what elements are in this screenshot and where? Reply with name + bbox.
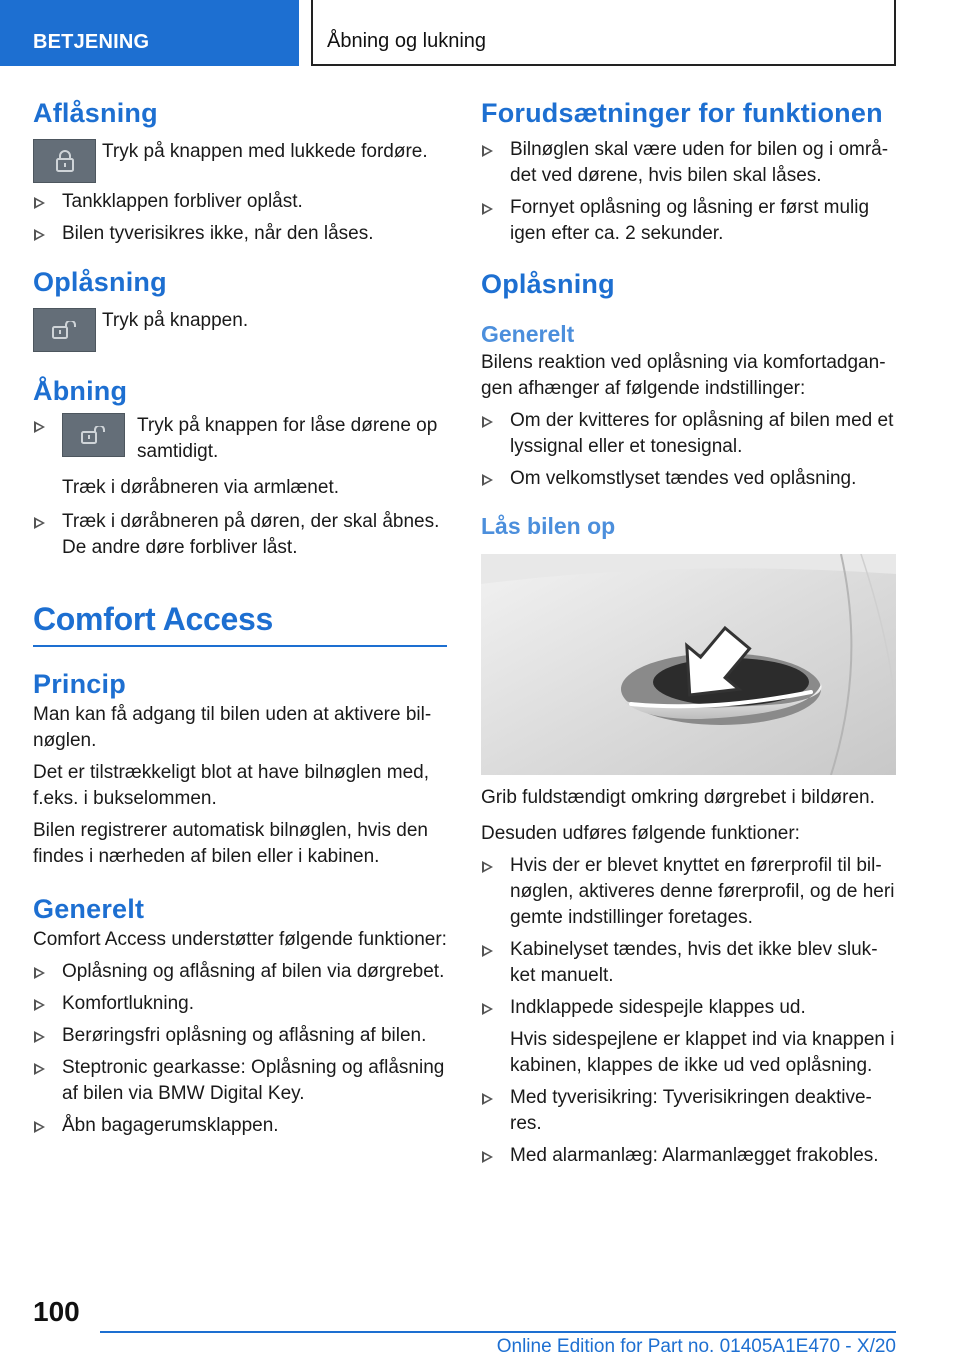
triangle-bullet-icon <box>482 203 493 215</box>
list-item: Berøringsfri oplåsning og aflåsning af bilen. <box>33 1023 447 1049</box>
photo-caption: Grib fuldstændigt omkring dørgrebet i bildøren. <box>481 786 875 808</box>
triangle-bullet-icon <box>482 861 493 873</box>
sidespejle-note: Hvis sidespejlene er klappet ind via knappen i kabinen, klappes de ikke ud ved oplåsning. <box>510 1028 895 1076</box>
unlock-key-text: Tryk på knappen. <box>102 310 249 332</box>
list-item: Om der kvitteres for oplåsning af bilen med et lyssignal eller et tonesignal. <box>481 408 896 460</box>
aabning-key-text: Tryk på knappen for låse dørene op samtidigt. <box>137 415 438 463</box>
list-item: Indklappede sidespejle klappes ud. Hvis sidespejlene er klappet ind via knappen i kabinen, klappes de ikke ud ved oplåsning. <box>481 995 896 1079</box>
triangle-bullet-icon <box>482 1151 493 1163</box>
heading-generelt: Generelt <box>33 894 145 925</box>
laas-op-intro: Desuden udføres følgende funktioner: <box>481 822 800 844</box>
triangle-bullet-icon <box>482 1093 493 1105</box>
list-item: Kabinelyset tændes, hvis det ikke blev slukket manuelt. <box>481 937 896 989</box>
princip-para-3: Bilen registrerer automatisk bilnøglen, hvis den findes i nærheden af bilen eller i kabinen. <box>33 820 428 868</box>
list-item: Fornyet oplåsning og låsning er først mulig igen efter ca. 2 sekunder. <box>481 195 896 247</box>
generelt-list <box>33 959 447 1139</box>
list-item: Tankklappen forbliver oplåst. <box>33 189 447 215</box>
section-title: Åbning og lukning <box>311 0 896 66</box>
aabning-extra: Træk i døråbneren via armlænet. <box>62 477 340 499</box>
edition-footer: Online Edition for Part no. 01405A1E470 - X/20 <box>496 1336 896 1357</box>
chapter-tab: BETJENING <box>0 0 299 66</box>
list-item: Hvis der er blevet knyttet en førerprofil til bilnøglen, aktiveres denne førerprofil, og de heri gemte indstillinger foretages. <box>481 853 896 931</box>
list-item: Steptronic gearkasse: Oplåsning og aflåsning af bilen via BMW Digital Key. <box>33 1055 447 1107</box>
generelt-right-list <box>481 408 896 492</box>
triangle-bullet-icon <box>34 967 45 979</box>
triangle-bullet-icon <box>34 229 45 241</box>
unlock-button-icon <box>62 413 125 457</box>
triangle-bullet-icon <box>34 1121 45 1133</box>
heading-oplaasning-right: Oplåsning <box>481 269 615 300</box>
triangle-bullet-icon <box>34 197 45 209</box>
lock-key-text: Tryk på knappen med lukkede fordøre. <box>102 141 428 163</box>
heading-generelt-right: Generelt <box>481 321 575 348</box>
lock-key-row <box>33 139 447 183</box>
unlock-key-row <box>33 308 447 352</box>
heading-comfort-access: Comfort Access <box>33 601 274 638</box>
list-item: Oplåsning og aflåsning af bilen via dørgrebet. <box>33 959 447 985</box>
forudsaetninger-list <box>481 137 896 247</box>
triangle-bullet-icon <box>34 421 45 433</box>
list-item: Åbn bagagerumsklappen. <box>33 1113 447 1139</box>
unlock-button-icon <box>33 308 96 352</box>
generelt-right-intro: Bilens reaktion ved oplåsning via komfortadgangen afhænger af følgende indstillinger: <box>481 352 886 400</box>
list-item <box>33 413 447 501</box>
list-item: Komfortlukning. <box>33 991 447 1017</box>
right-column <box>481 96 896 1169</box>
triangle-bullet-icon <box>482 945 493 957</box>
triangle-bullet-icon <box>482 1003 493 1015</box>
laas-op-list <box>481 853 896 1169</box>
list-item: Med tyverisikring: Tyverisikringen deaktiveres. <box>481 1085 896 1137</box>
heading-aabning: Åbning <box>33 376 128 407</box>
list-item: Bilnøglen skal være uden for bilen og i området ved dørene, hvis bilen skal låses. <box>481 137 896 189</box>
triangle-bullet-icon <box>34 1063 45 1075</box>
heading-forudsaetninger: Forudsætninger for funktionen <box>481 98 883 128</box>
heading-aflaasning: Aflåsning <box>33 98 158 128</box>
aflaasning-list <box>33 189 447 247</box>
lock-button-icon <box>33 139 96 183</box>
left-column <box>33 96 447 1139</box>
triangle-bullet-icon <box>34 517 45 529</box>
princip-para-1: Man kan få adgang til bilen uden at aktivere bilnøglen. <box>33 704 432 752</box>
generelt-intro: Comfort Access understøtter følgende funktioner: <box>33 929 447 951</box>
triangle-bullet-icon <box>34 1031 45 1043</box>
aabning-list <box>33 413 447 561</box>
triangle-bullet-icon <box>482 474 493 486</box>
triangle-bullet-icon <box>482 145 493 157</box>
triangle-bullet-icon <box>482 416 493 428</box>
triangle-bullet-icon <box>34 999 45 1011</box>
heading-oplaasning: Oplåsning <box>33 267 167 298</box>
list-item: Om velkomstlyset tændes ved oplåsning. <box>481 466 896 492</box>
door-handle-photo <box>481 554 896 775</box>
page-number: 100 <box>33 1296 80 1327</box>
list-item: Med alarmanlæg: Alarmanlægget frakobles. <box>481 1143 896 1169</box>
list-item: Bilen tyverisikres ikke, når den låses. <box>33 221 447 247</box>
princip-para-2: Det er tilstrækkeligt blot at have bilnøglen med, f.eks. i bukselommen. <box>33 762 430 810</box>
heading-laas-op: Lås bilen op <box>481 513 616 540</box>
list-item: Træk i døråbneren på døren, der skal åbnes. De andre døre forbliver låst. <box>33 509 447 561</box>
footer-rule <box>100 1331 896 1333</box>
heading-rule <box>33 645 447 647</box>
heading-princip: Princip <box>33 669 126 700</box>
